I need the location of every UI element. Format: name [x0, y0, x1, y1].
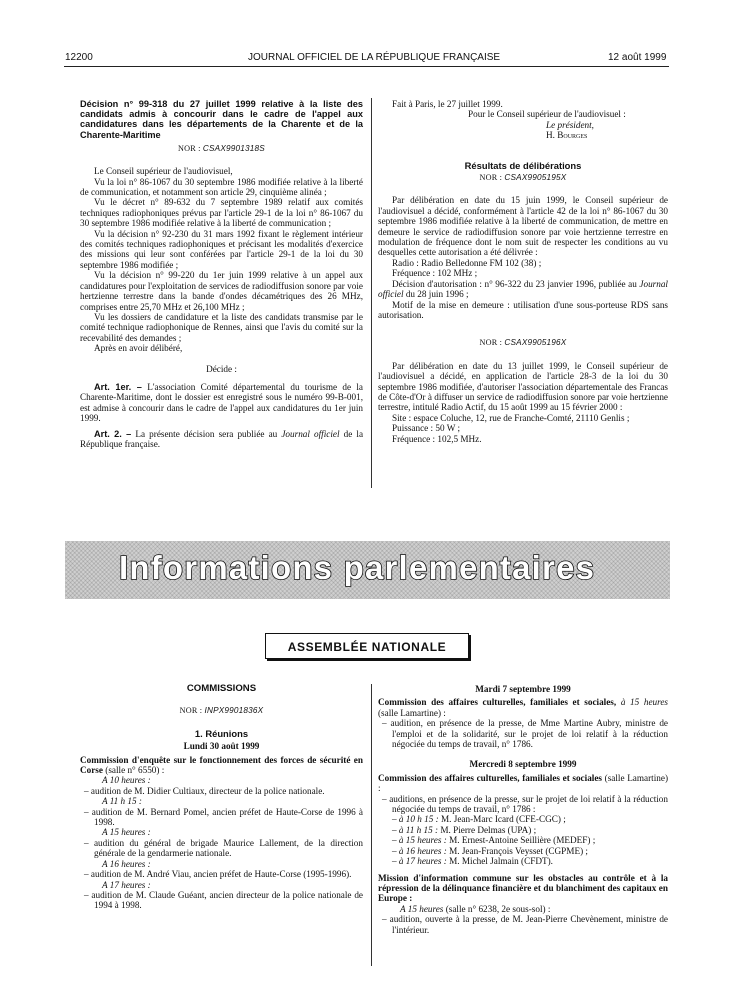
signature-for: Pour le Conseil supérieur de l'audiovisuel :	[468, 109, 626, 120]
issue-date: 12 août 1999	[608, 52, 667, 63]
schedule-time: A 11 h 15 :	[102, 796, 142, 807]
decision-nor-code: CSAX9901318S	[202, 143, 265, 153]
resultats-radio: Radio : Radio Belledonne FM 102 (38) ;	[392, 257, 542, 268]
decision-nor: NOR : CSAX9901318S	[178, 143, 265, 153]
day-heading-mercredi: Mercredi 8 septembre 1999	[469, 759, 577, 770]
schedule-subitem: – à 16 heures : M. Jean-François Veysset (CGPME) ;	[392, 845, 588, 856]
column-divider-bottom	[371, 684, 372, 966]
resultats-motif: Motif de la mise en demeure : utilisation d'une sous-porteuse RDS sans autorisation.	[378, 299, 668, 320]
mission-heading: Mission d'information commune sur les obstacles au contrôle et à la répression de la délinquance financière et du blanchiment des capitaux en Europe :	[378, 872, 668, 904]
schedule-item: – audition de M. André Viau, ancien préfet de Haute-Corse (1995-1996).	[84, 869, 352, 880]
commission-heading: Commission des affaires culturelles, familiales et sociales, à 15 heures (salle Lamartine) :	[378, 697, 668, 718]
schedule-subitem: – à 11 h 15 : M. Pierre Delmas (UPA) ;	[392, 824, 537, 835]
decision-paragraph: Vu le décret n° 89-632 du 7 septembre 1989 relatif aux comités techniques radiophoniques prévus par l'article 29-1 de la loi n° 86-1067 du 30 septembre 1986 modifiée relative à la liberté de communication ;	[80, 197, 363, 229]
schedule-subitem: – à 15 heures : M. Ernest-Antoine Seillière (MEDEF) ;	[392, 835, 596, 846]
decision-paragraph: Après en avoir délibéré,	[94, 343, 183, 354]
decision-paragraph: Vu la décision n° 92-230 du 31 mars 1992 fixant le règlement intérieur des comités techniques radiophoniques et précisant les modalités d'exercice des missions qui leur sont conférées par l'article 29-1 de la loi du 30 septembre 1986 modifiée ;	[80, 228, 363, 270]
header-rule	[64, 66, 669, 67]
page-number: 12200	[65, 52, 93, 63]
decision-paragraph: Le Conseil supérieur de l'audiovisuel,	[94, 166, 233, 177]
commission-heading: Commission d'enquête sur le fonctionnement des forces de sécurité en Corse (salle n° 6550) :	[80, 754, 363, 776]
schedule-time: A 15 heures (salle n° 6238, 2e sous-sol) :	[400, 903, 551, 914]
right-column-top	[378, 99, 668, 444]
article-1: Art. 1er. – L'association Comité départemental du tourisme de la Charente-Maritime, dont le dossier est enregistré sous le numéro 99-B-001, est admise à concourir dans le cadre de l'appel aux candidatures du 1er juin 1999.	[80, 381, 363, 424]
journal-title: JOURNAL OFFICIEL DE LA RÉPUBLIQUE FRANÇAISE	[248, 52, 501, 63]
resultats-title: Résultats de délibérations	[464, 159, 582, 171]
commission-heading: Commission des affaires culturelles, familiales et sociales (salle Lamartine) :	[378, 772, 669, 794]
schedule-item: – auditions, en présence de la presse, sur le projet de loi relatif à la réduction négociée du temps de travail, n° 1786 :	[382, 793, 668, 815]
decision-title: Décision n° 99-318 du 27 juillet 1999 relative à la liste des candidats admis à concourir dans le cadre de l'appel aux candidatures dans les départements de la Charente et de la Charente-Maritime	[80, 99, 363, 140]
decision-column	[80, 99, 363, 449]
commissions-column	[80, 684, 363, 911]
schedule-time: A 15 heures :	[102, 827, 151, 838]
resultats-nor-2: NOR : CSAX9905196X	[479, 338, 567, 348]
schedule-item: – audition du général de brigade Maurice Lallement, de la direction générale de la gendarmerie nationale.	[84, 837, 363, 859]
schedule-subitem: – à 17 heures : M. Michel Jalmain (CFDT).	[392, 856, 553, 867]
day-heading-mardi: Mardi 7 septembre 1999	[475, 684, 571, 694]
article-2: Art. 2. – La présente décision sera publiée au Journal officiel de la République française.	[80, 428, 364, 449]
commissions-title: COMMISSIONS	[186, 683, 257, 694]
decision-paragraph: Vu la loi n° 86-1067 du 30 septembre 1986 modifiée relative à la liberté de communication, et notamment son article 29, cinquième alinéa ;	[80, 176, 363, 198]
resultats-nor-1: NOR : CSAX9905195X	[479, 173, 567, 183]
signature-name: H. Bourges	[546, 130, 588, 141]
schedule-item: – audition, ouverte à la presse, de M. Jean-Pierre Chevènement, ministre de l'intérieur.	[382, 914, 668, 935]
resultats-paragraph-1: Par délibération en date du 15 juin 1999, le Conseil supérieur de l'audiovisuel a décidé, conformément à l'article 42 de la loi n° 86-1067 du 30 septembre 1986 modifiée relative à la liberté de communication, de mettre en demeure le service de radiodiffusion sonore par voie hertzienne terrestre en modulation de fréquence dont le nom suit de respecter les conditions au vu desquelles cette autorisation a été délivrée :	[378, 195, 668, 258]
schedule-item: – audition de M. Bernard Pomel, ancien préfet de Haute-Corse de 1996 à 1998.	[84, 806, 363, 828]
decision-paragraph: Vu la décision n° 99-220 du 1er juin 1999 relative à un appel aux candidatures pour l'exploitation de services de radiodiffusion sonore par voie hertzienne terrestre dans la bande d'ondes décamétriques des 26 MHz, comprises entre 25,70 MHz et 26,100 MHz ;	[80, 270, 363, 312]
decision-paragraph: Vu les dossiers de candidature et la liste des candidats transmise par le comité technique radiophonique de Rennes, ainsi que l'avis du comité sur la recevabilité des demandes ;	[80, 311, 363, 343]
schedule-item: – audition de M. Didier Cultiaux, directeur de la police nationale.	[84, 785, 325, 796]
resultats-frequency-1: Fréquence : 102 MHz ;	[392, 268, 478, 279]
commissions-nor: NOR : INPX9901836X	[179, 706, 264, 716]
informations-parlementaires-banner	[65, 541, 670, 599]
schedule-item: – audition, en présence de la presse, de Mme Martine Aubry, ministre de l'emploi et de la solidarité, sur le projet de loi relatif à la réduction négociée du temps de travail, n° 1786.	[382, 718, 668, 750]
day-heading: Lundi 30 août 1999	[183, 741, 260, 752]
right-column-bottom	[378, 684, 668, 935]
schedule-time: A 17 heures :	[102, 879, 151, 890]
signature-role: Le président,	[546, 119, 594, 130]
banner-title: Informations parlementaires	[119, 549, 596, 586]
schedule-item: – audition de M. Claude Guéant, ancien directeur de la police nationale de 1994 à 1998.	[84, 889, 363, 911]
resultats-paragraph-2: Par délibération en date du 13 juillet 1999, le Conseil supérieur de l'audiovisuel a décidé, en application de l'article 28-3 de la loi du 30 septembre 1986 modifiée, d'autoriser l'association départementale des Francas de Côte-d'Or à diffuser un service de radiodiffusion sonore par voie hertzienne terrestre, intitulé Radio Actif, du 15 août 1999 au 15 février 2000 :	[378, 360, 668, 413]
resultats-frequency-2: Fréquence : 102,5 MHz.	[392, 433, 482, 444]
schedule-time: A 16 heures :	[102, 858, 151, 869]
resultats-puissance: Puissance : 50 W ;	[392, 423, 461, 434]
resultats-decision: Décision d'autorisation : n° 96-322 du 23 janvier 1996, publiée au Journal officiel du 28 juin 1996 ;	[378, 278, 668, 300]
resultats-site: Site : espace Coluche, 12, rue de Franche-Comté, 21110 Genlis ;	[392, 412, 630, 423]
assemblee-nationale-heading: ASSEMBLÉE NATIONALE	[265, 633, 469, 659]
schedule-subitem: – à 10 h 15 : M. Jean-Marc Icard (CFE-CGC) ;	[392, 814, 566, 825]
decide-label: Décide :	[206, 363, 237, 374]
column-divider-top	[371, 98, 372, 488]
schedule-time: A 10 heures :	[102, 775, 151, 786]
section-reunions: 1. Réunions	[194, 727, 249, 739]
signature-place-date: Fait à Paris, le 27 juillet 1999.	[392, 99, 503, 109]
